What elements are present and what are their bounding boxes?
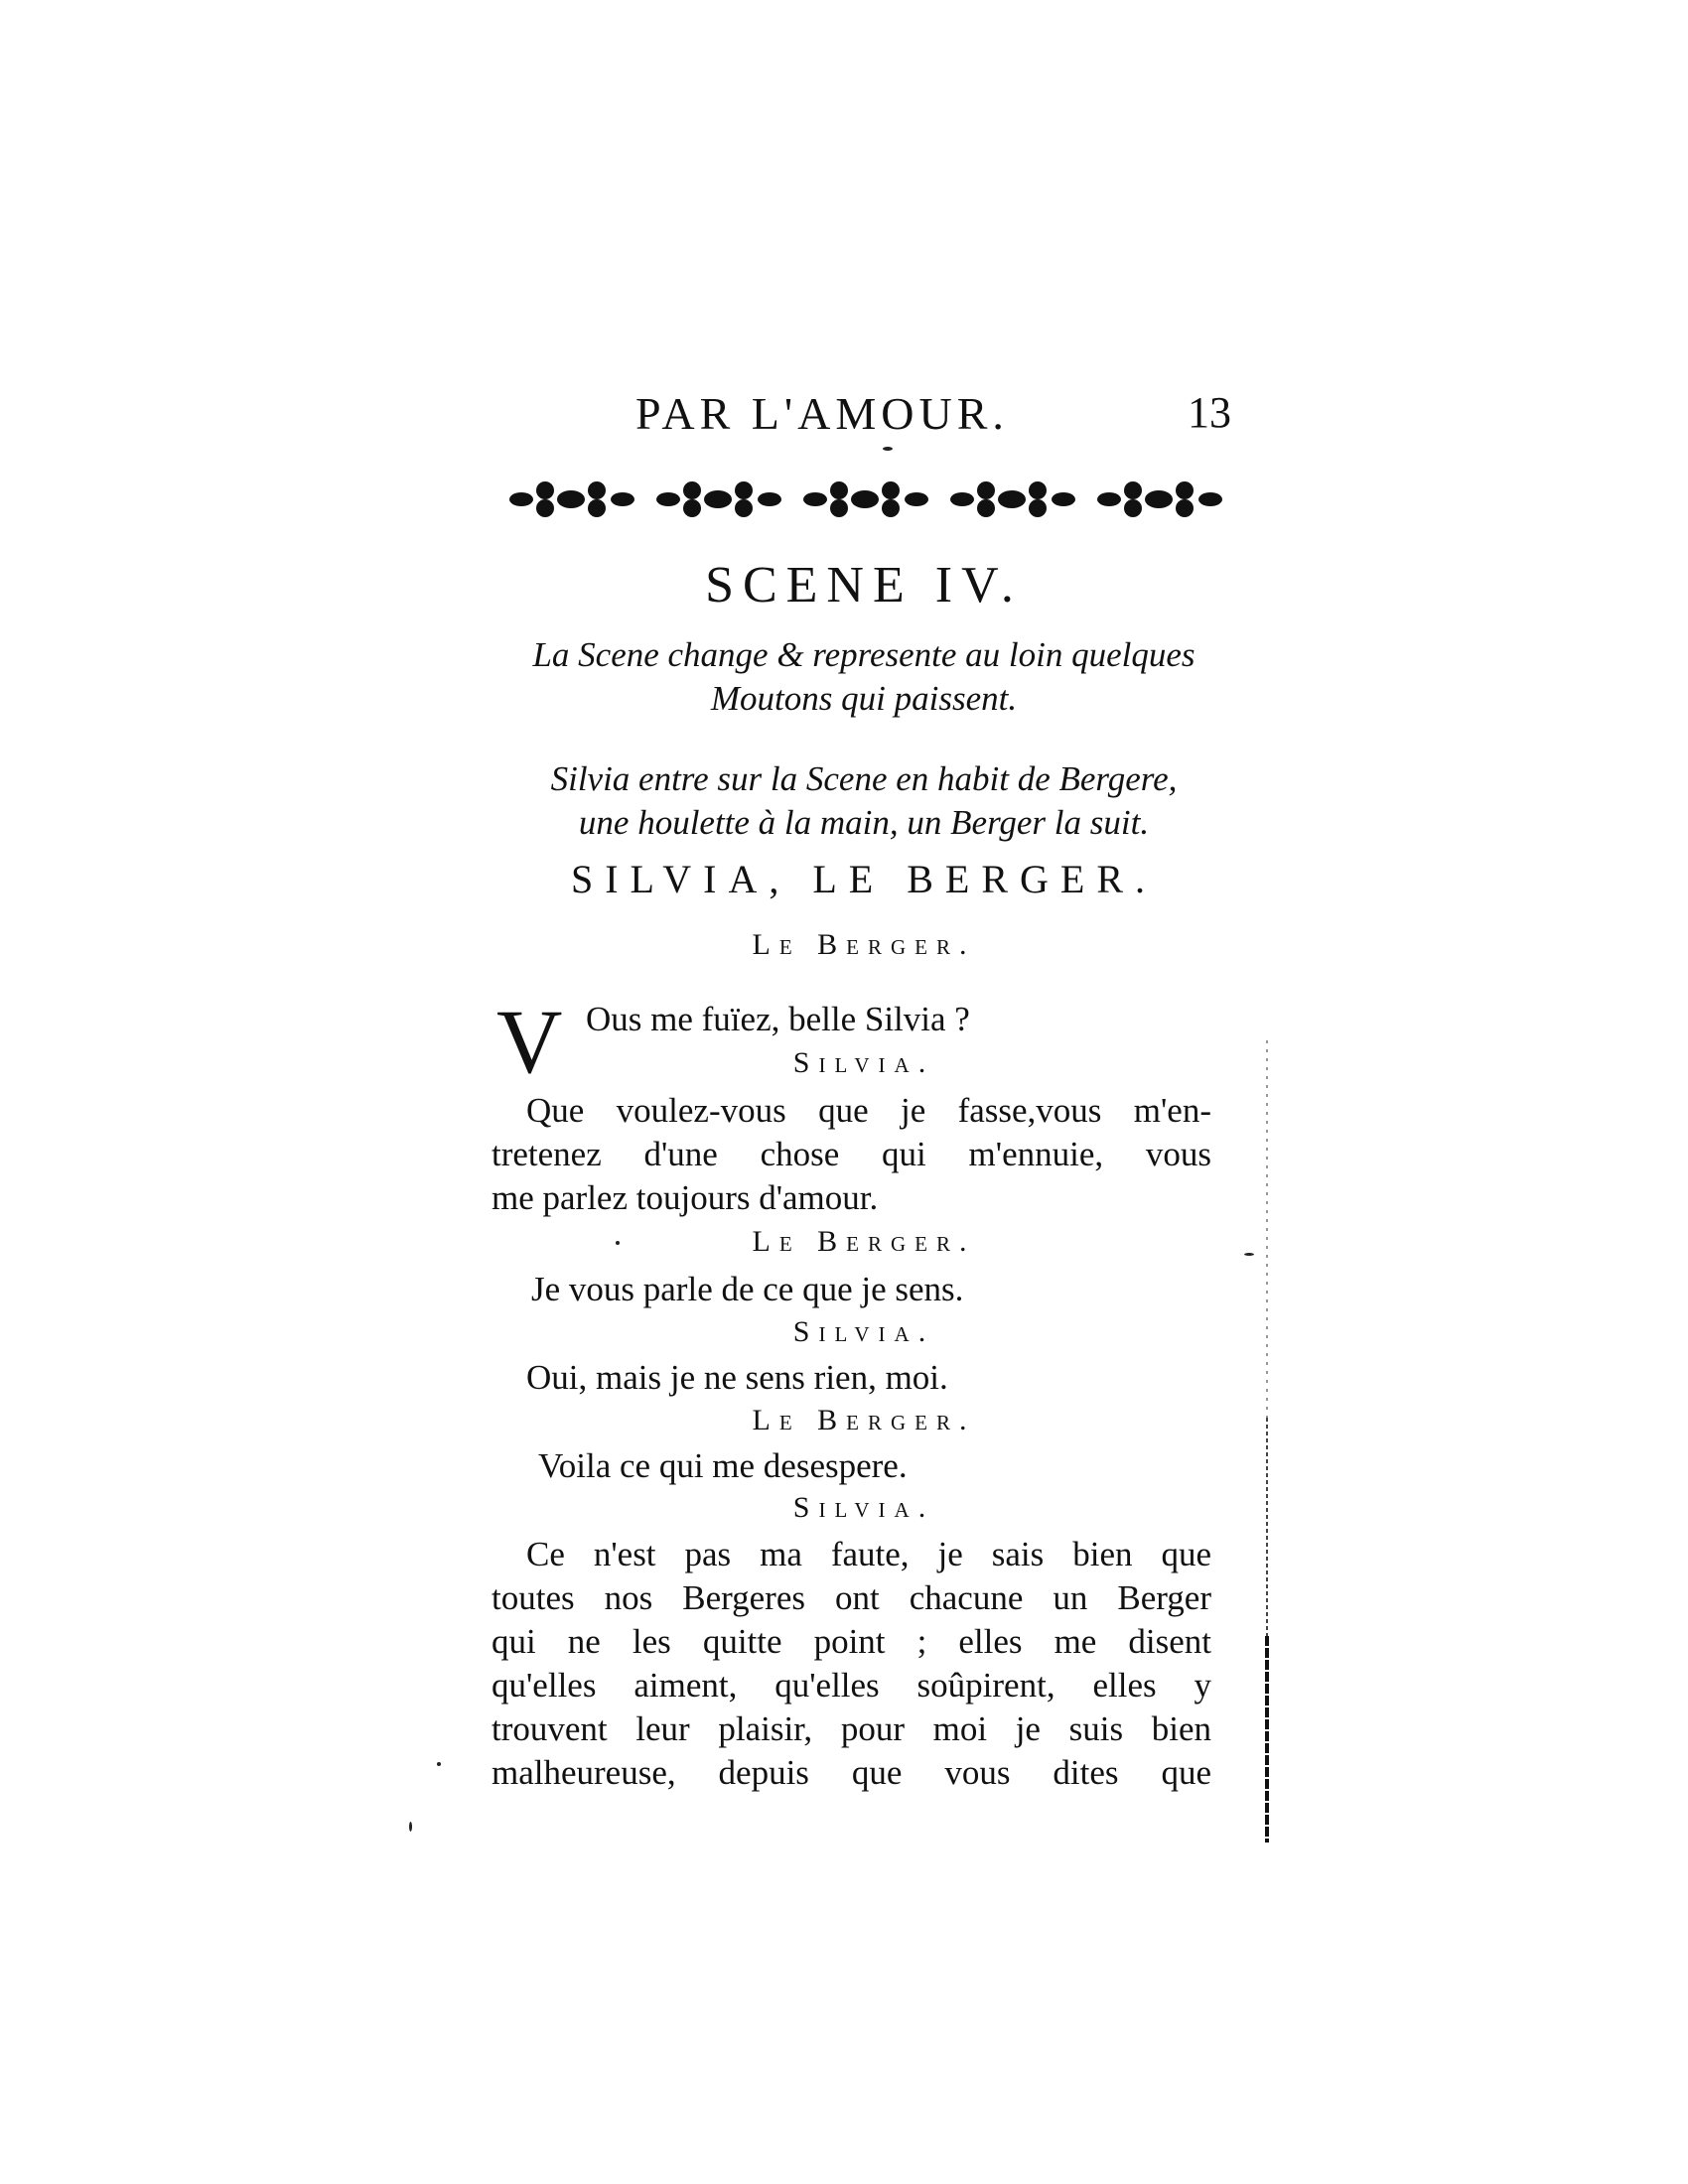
speech-line: Que voulez-vous que je fasse,vous m'en-: [526, 1091, 1211, 1130]
ink-speck: [1244, 1253, 1254, 1256]
ink-speck: [883, 447, 893, 451]
speaker-label: Le Berger.: [752, 1404, 976, 1436]
ink-speck: [437, 1762, 441, 1766]
scene-heading: SCENE IV.: [705, 557, 1023, 614]
printer-ornament-band: [501, 469, 1226, 530]
speech-line: Oui, mais je ne sens rien, moi.: [526, 1358, 948, 1397]
speech-line: Je vous parle de ce que je sens.: [531, 1270, 964, 1308]
gutter-shadow: [1263, 1040, 1271, 1843]
speech-line: toutes nos Bergeres ont chacune un Berger: [492, 1578, 1211, 1617]
ornament-flourish: [656, 481, 781, 517]
speech-line: qu'elles aiment, qu'elles soûpirent, elles y: [492, 1666, 1211, 1705]
ink-speck: [616, 1241, 620, 1245]
speaker-label: Silvia.: [792, 1315, 935, 1348]
ink-speck: [409, 1822, 412, 1832]
speech-line: malheureuse, depuis que vous dites que: [492, 1753, 1211, 1792]
speech-line: tretenez d'une chose qui m'ennuie, vous: [492, 1135, 1211, 1173]
page-number: 13: [1188, 388, 1231, 437]
speech-line: trouvent leur plaisir, pour moi je suis bien: [492, 1709, 1211, 1748]
ornament-flourish: [803, 481, 928, 517]
ornament-flourish: [1097, 481, 1222, 517]
speech-line: Ous me fuïez, belle Silvia ?: [586, 1000, 970, 1038]
stage-direction-entrance: [477, 757, 1251, 845]
speaker-label: Le Berger.: [752, 1225, 976, 1258]
running-title: PAR L'AMOUR.: [635, 388, 1009, 439]
speech-line: Ce n'est pas ma faute, je sais bien que: [526, 1535, 1211, 1573]
stage-direction-line: une houlette à la main, un Berger la suit.: [578, 803, 1150, 842]
running-head: [635, 387, 1231, 447]
character-list: SILVIA, LE BERGER.: [570, 857, 1158, 901]
stage-direction-line: Silvia entre sur la Scene en habit de Bergere,: [550, 759, 1178, 798]
stage-direction-line: La Scene change & represente au loin quelques: [532, 635, 1196, 674]
ornament-flourish: [950, 481, 1075, 517]
speaker-label: Le Berger.: [752, 928, 976, 961]
drop-cap: V: [496, 991, 563, 1092]
speech-line: Voila ce qui me desespere.: [538, 1446, 908, 1485]
stage-direction-scenery: [477, 633, 1251, 721]
speaker-label: Silvia.: [792, 1491, 935, 1524]
speaker-label: Silvia.: [792, 1046, 935, 1079]
speech-line: me parlez toujours d'amour.: [492, 1178, 879, 1217]
ornament-flourish: [509, 481, 634, 517]
speech-line: qui ne les quitte point ; elles me disent: [492, 1622, 1211, 1661]
stage-direction-line: Moutons qui paissent.: [710, 679, 1018, 718]
